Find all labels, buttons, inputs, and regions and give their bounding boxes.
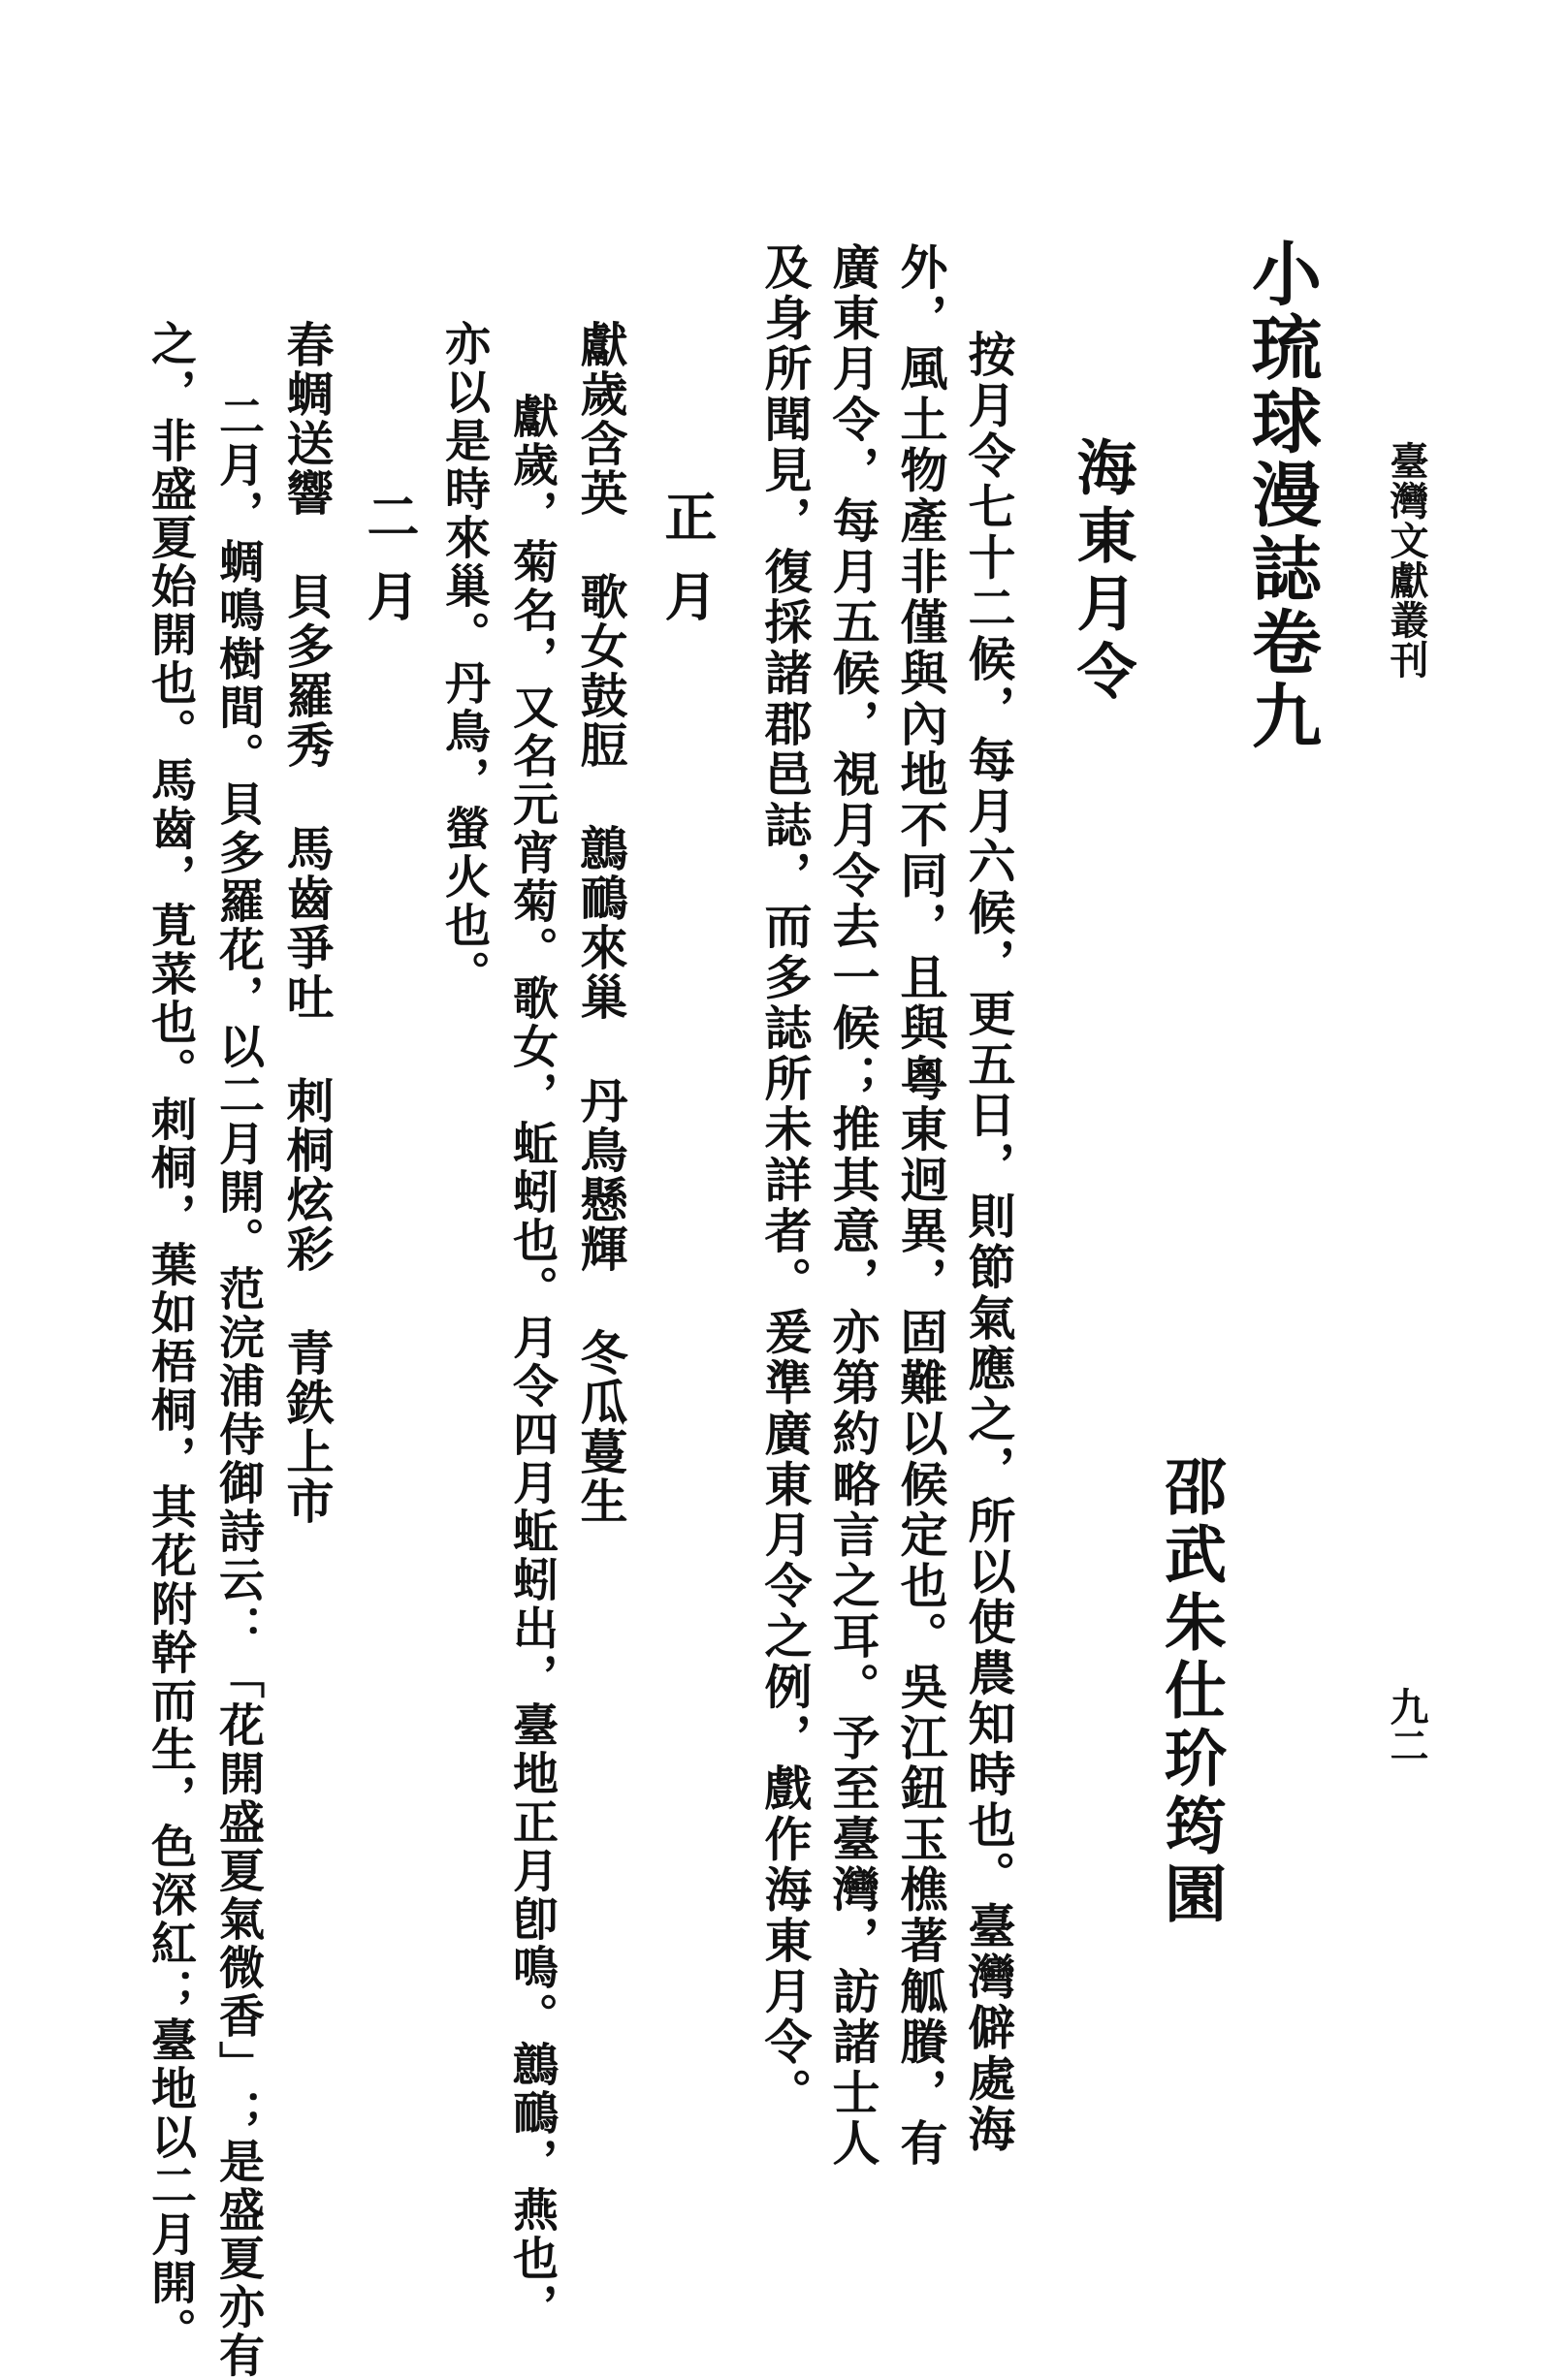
intro-line-1: 按月令七十二候，每月六候，更五日，則節氣應之，所以使農知時也。臺灣僻處海: [961, 330, 1017, 2155]
month-1-phrase-4: 丹鳥懸輝: [573, 1076, 629, 1274]
month-2-phrase-4: 刺桐炫彩: [279, 1076, 336, 1274]
month-1-phrase-2: 歌女鼓脰: [573, 572, 629, 770]
author-name: 邵武朱仕玠筠園: [1154, 1454, 1227, 1929]
month-1-phrase-3: 鷾鴯來巢: [573, 824, 629, 1022]
month-1-note-2: 亦以是時來巢。丹鳥，螢火也。: [437, 320, 491, 999]
month-1-phrase-1: 獻歲含英: [573, 320, 629, 518]
month-2-phrase-2: 貝多羅秀: [279, 572, 336, 770]
intro-line-2: 外，風土物產非僅與內地不同，且與粵東迥異，固難以候定也。吳江鈕玉樵著觚賸，有: [893, 242, 949, 2170]
section-title: 海東月令: [1067, 436, 1137, 708]
month-1-phrases: [573, 320, 629, 1526]
month-2-phrase-1: 春蜩送響: [279, 320, 336, 518]
month-2-note-1: 二月，蜩鳴樹間。貝多羅花，以二月開。范浣浦侍御詩云：「花開盛夏氣微香」；是盛夏亦有: [211, 393, 265, 2380]
month-2-phrase-5: 青鉄上市: [279, 1328, 336, 1526]
month-1-note-1: 獻歲，菊名，又名元宵菊。歌女，蚯蚓也。月令四月蚯蚓出，臺地正月卽鳴。鷾鴯，燕也，: [505, 393, 559, 2332]
intro-line-3: 廣東月令，每月五候，視月令去一候；推其意，亦第約略言之耳。予至臺灣，訪諸士人: [825, 242, 881, 2170]
intro-line-4: 及身所聞見，復採諸郡邑誌，而多誌所未詳者。爰準廣東月令之例，戲作海東月令。: [757, 242, 814, 2119]
month-2-phrases: [279, 320, 336, 1526]
month-2-note-2: 之，非盛夏始開也。馬齒，莧菜也。刺桐，葉如梧桐，其花附幹而生，色深紅；臺地以二月開。: [144, 320, 197, 2356]
month-heading-1: 正月: [656, 490, 719, 649]
month-2-phrase-3: 馬齒爭吐: [279, 824, 336, 1022]
page-number: 九二: [1384, 1687, 1429, 1764]
book-title: 小琉球漫誌卷九: [1240, 238, 1323, 753]
month-heading-2: 二月: [359, 490, 421, 649]
series-title: 臺灣文獻叢刊: [1384, 441, 1429, 680]
month-1-phrase-5: 冬瓜蔓生: [573, 1328, 629, 1526]
